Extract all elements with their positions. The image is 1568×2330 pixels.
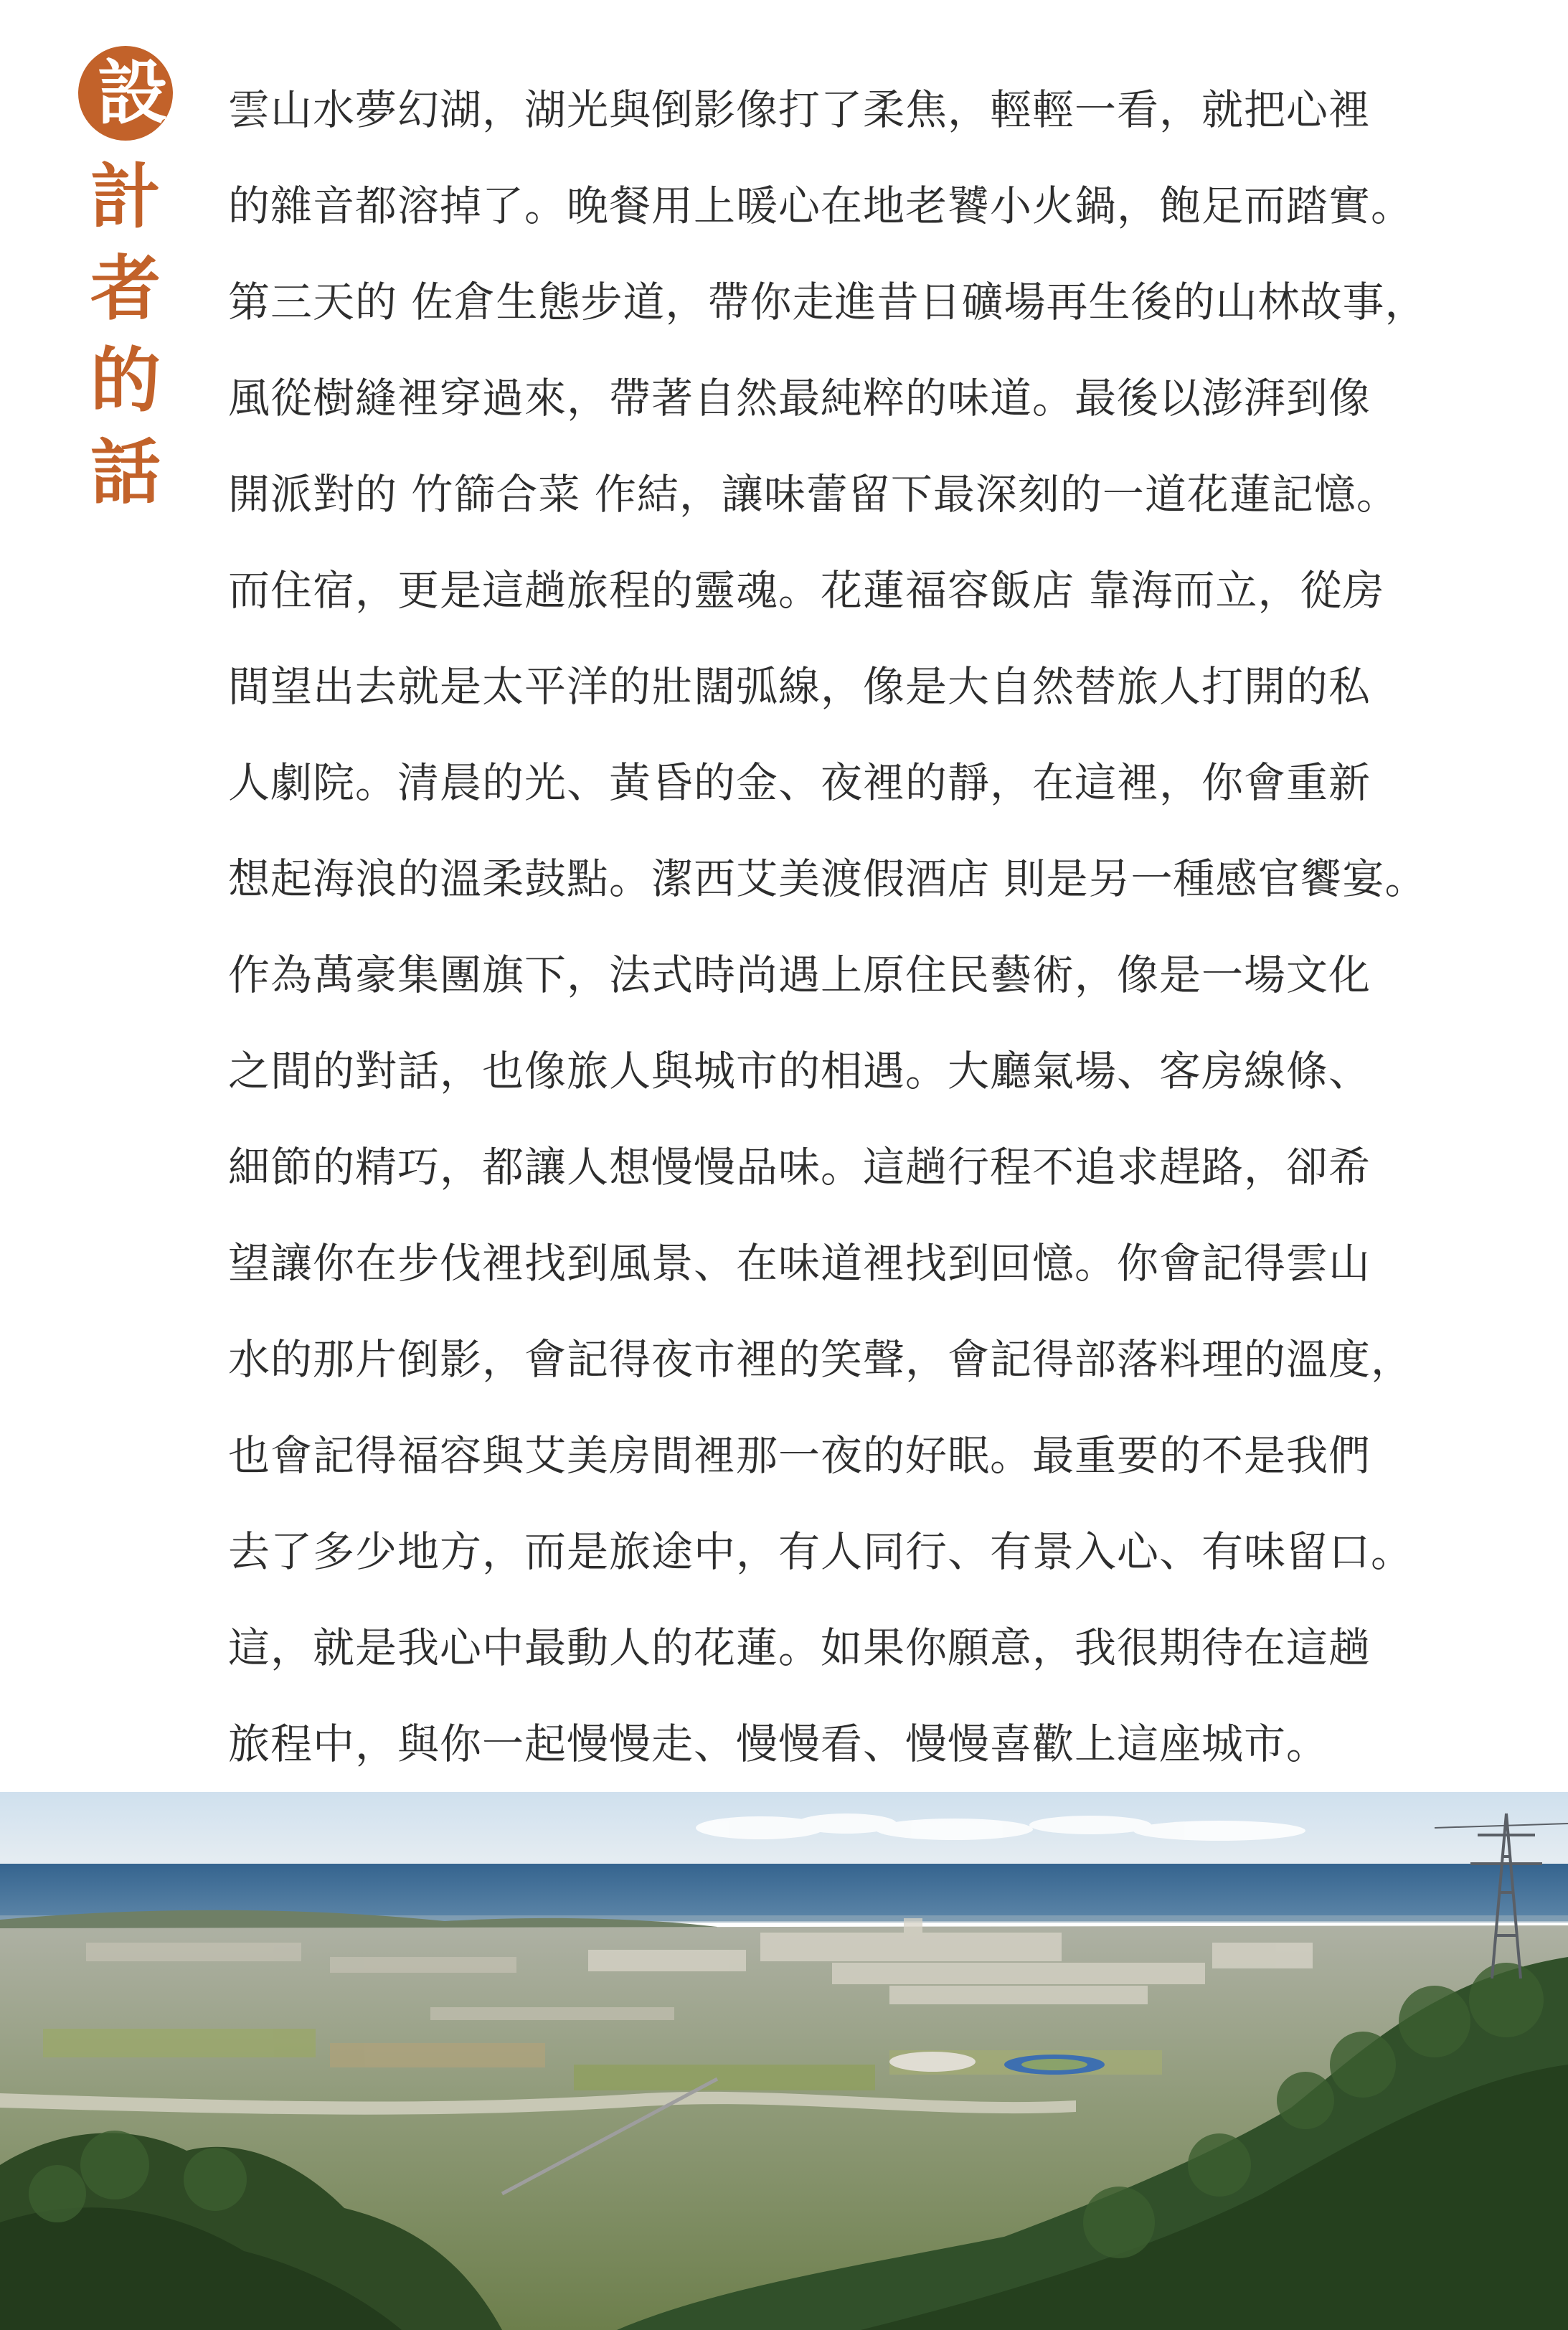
heading-char: 話	[90, 432, 161, 514]
body-line: 之間的對話，也像旅人與城市的相遇。大廳氣場、客房線條、	[228, 1047, 1371, 1095]
body-line: 細節的精巧，都讓人想慢慢品味。這趟行程不追求趕路，卻希	[228, 1143, 1371, 1192]
body-line: 雲山水夢幻湖，湖光與倒影像打了柔焦，輕輕一看，就把心裡	[228, 85, 1371, 134]
heading-char: 計	[90, 156, 161, 238]
body-line: 也會記得福容與艾美房間裡那一夜的好眠。最重要的不是我們	[228, 1431, 1371, 1480]
vertical-heading	[72, 46, 179, 514]
body-line: 而住宿，更是這趟旅程的靈魂。花蓮福容飯店 靠海而立，從房	[228, 566, 1385, 615]
body-line: 望讓你在步伐裡找到風景、在味道裡找到回憶。你會記得雲山	[228, 1239, 1371, 1288]
body-line: 的雜音都溶掉了。晚餐用上暖心在地老饕小火鍋，飽足而踏實。	[228, 181, 1414, 230]
body-line: 第三天的 佐倉生態步道，帶你走進昔日礦場再生後的山林故事，	[228, 278, 1427, 326]
body-line: 風從樹縫裡穿過來，帶著自然最純粹的味道。最後以澎湃到像	[228, 374, 1371, 423]
body-line: 作為萬豪集團旗下，法式時尚遇上原住民藝術，像是一場文化	[228, 951, 1371, 999]
body-line: 旅程中，與你一起慢慢走、慢慢看、慢慢喜歡上這座城市。	[228, 1720, 1329, 1768]
body-line: 人劇院。清晨的光、黃昏的金、夜裡的靜，在這裡，你會重新	[228, 758, 1371, 807]
landscape-photo	[0, 1792, 1568, 2330]
body-line: 水的那片倒影，會記得夜市裡的笑聲，會記得部落料理的溫度，	[228, 1335, 1414, 1384]
body-line: 開派對的 竹篩合菜 作結，讓味蕾留下最深刻的一道花蓮記憶。	[228, 470, 1399, 519]
body-line: 這，就是我心中最動人的花蓮。如果你願意，我很期待在這趟	[228, 1623, 1371, 1672]
heading-badge	[78, 46, 173, 141]
body-line: 間望出去就是太平洋的壯闊弧線，像是大自然替旅人打開的私	[228, 662, 1371, 711]
stadium	[889, 2052, 976, 2072]
body-paragraph	[228, 62, 1548, 1792]
heading-char: 的	[90, 340, 161, 422]
heading-char: 設	[97, 52, 168, 134]
body-line: 去了多少地方，而是旅途中，有人同行、有景入心、有味留口。	[228, 1527, 1414, 1576]
body-line: 想起海浪的溫柔鼓點。潔西艾美渡假酒店 則是另一種感官饗宴。	[228, 854, 1427, 903]
heading-char: 者	[90, 248, 161, 330]
